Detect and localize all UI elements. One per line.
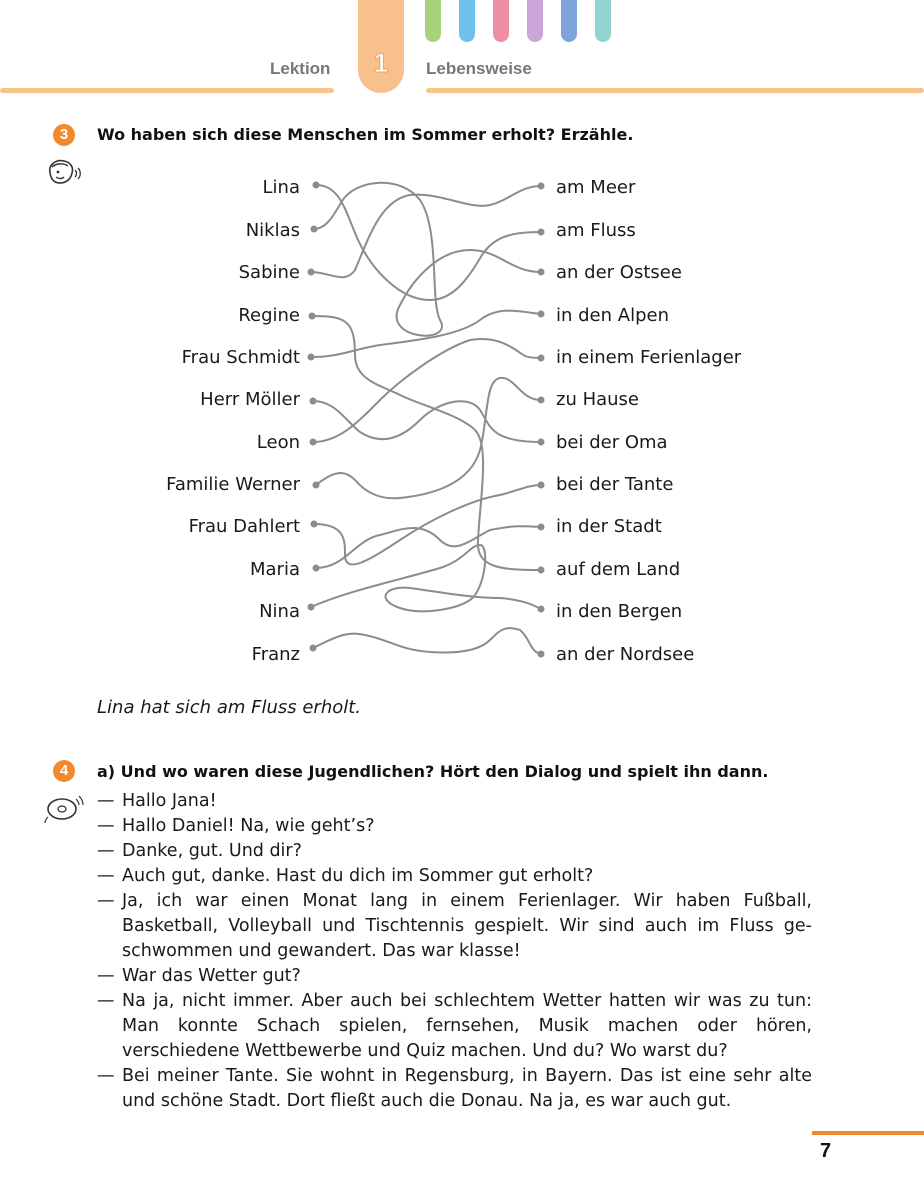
dialog-line-text: Danke, gut. Und dir? (122, 841, 302, 861)
dialog-line-text: Hallo Jana! (122, 791, 217, 811)
dialog-dash: — (97, 891, 115, 911)
person-name: Franz (251, 644, 300, 665)
footer-line (812, 1131, 924, 1135)
exercise-4-instruction: a) Und wo waren diese Jugendlichen? Hört den Dialog und spielt ihn dann. (97, 762, 769, 781)
place-name: an der Nordsee (556, 644, 695, 665)
dialog-dash: — (97, 1066, 115, 1086)
place-name: am Meer (556, 177, 636, 198)
dialog-dash: — (97, 866, 115, 886)
dialog-line-text: Ja, ich war einen Monat lang in einem Ferienlager. Wir haben Fußball, Basketball, Volleyball und Tischtennis gespielt. Wir sind auch im Fluss geschwommen und gewandert. Das war klasse! (122, 891, 812, 961)
place-name: bei der Oma (556, 432, 668, 453)
person-name: Maria (250, 559, 300, 580)
person-name: Nina (259, 601, 300, 622)
person-name: Regine (238, 305, 300, 326)
place-name: zu Hause (556, 389, 640, 410)
person-name: Sabine (238, 262, 300, 283)
place-name: in den Alpen (556, 305, 669, 326)
place-name: in den Bergen (556, 601, 683, 622)
page-number: 7 (820, 1140, 832, 1162)
dialog-line-text: Bei meiner Tante. Sie wohnt in Regensburg, in Bayern. Das ist eine sehr alte und schöne Stadt. Dort fließt auch die Donau. Na ja, es war auch gut. (122, 1066, 812, 1111)
lesson-title: Lebensweise (426, 59, 532, 78)
person-name: Familie Werner (166, 474, 300, 495)
person-name: Frau Dahlert (188, 516, 300, 537)
place-name: bei der Tante (556, 474, 674, 495)
dialog-dash: — (97, 991, 115, 1011)
exercise-3-instruction: Wo haben sich diese Menschen im Sommer erholt? Erzähle. (97, 125, 634, 144)
person-name: Leon (256, 432, 300, 453)
place-name: in einem Ferienlager (556, 347, 742, 368)
dialog-line (97, 889, 812, 964)
lektion-label: Lektion (270, 59, 331, 78)
person-name: Lina (262, 177, 300, 198)
person-name: Herr Möller (200, 389, 300, 410)
dialog-line (97, 989, 812, 1064)
place-name: an der Ostsee (556, 262, 682, 283)
person-name: Niklas (245, 220, 300, 241)
dialog-dash: — (97, 841, 115, 861)
place-name: auf dem Land (556, 559, 681, 580)
dialog-line (97, 864, 812, 889)
dialog-dash: — (97, 791, 115, 811)
dialog-line (97, 789, 812, 814)
dialog-line-text: Hallo Daniel! Na, wie geht’s? (122, 816, 375, 836)
dialog-text (97, 789, 812, 1114)
person-name: Frau Schmidt (181, 347, 300, 368)
dialog-line (97, 814, 812, 839)
exercise-4-badge: 4 (53, 760, 75, 782)
dialog-line-text: Na ja, nicht immer. Aber auch bei schlechtem Wetter hatten wir was zu tun: Man konnte Schach spielen, fernsehen, Musik machen oder hören, verschiedene Wettbewerbe und Quiz machen. Und du? Wo warst du? (122, 991, 812, 1061)
audio-cd-icon (42, 793, 84, 825)
dialog-dash: — (97, 816, 115, 836)
example-sentence: Lina hat sich am Fluss erholt. (97, 697, 362, 718)
dialog-line (97, 964, 812, 989)
lesson-number: 1 (373, 48, 389, 78)
dialog-line (97, 1064, 812, 1114)
dialog-line-text: War das Wetter gut? (122, 966, 301, 986)
dialog-line (97, 839, 812, 864)
dialog-line-text: Auch gut, danke. Hast du dich im Sommer gut erholt? (122, 866, 594, 886)
place-name: am Fluss (556, 220, 636, 241)
place-name: in der Stadt (556, 516, 662, 537)
exercise-3-badge: 3 (53, 124, 75, 146)
dialog-dash: — (97, 966, 115, 986)
